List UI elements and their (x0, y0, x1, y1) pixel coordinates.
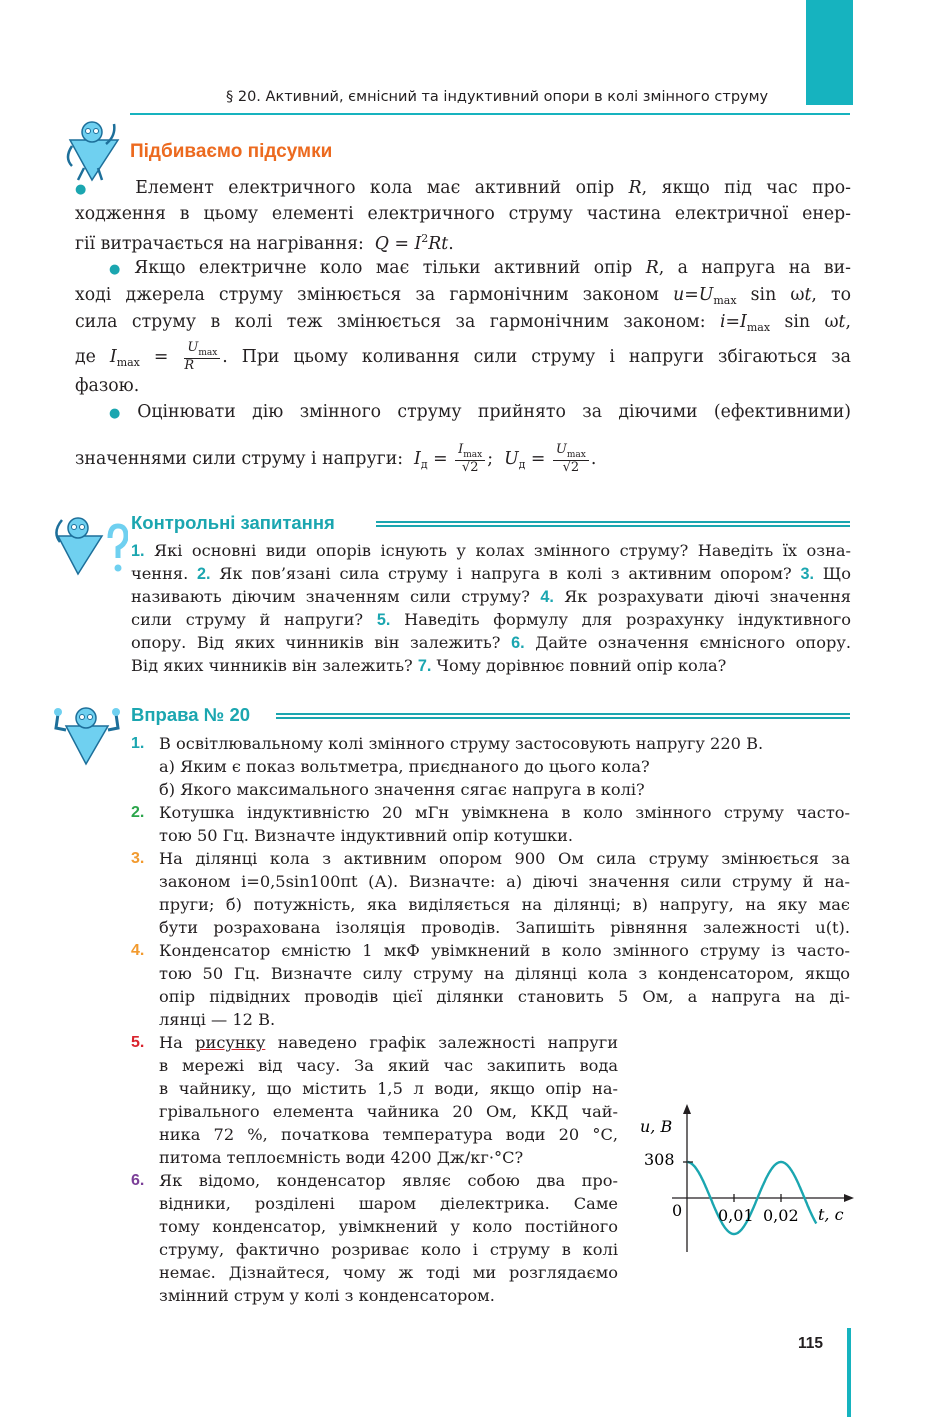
summary-line: ході джерела струму змінюється за гармонічним законом $u=U_{max}$ sin ωt, то (75, 285, 852, 307)
fraction: $\frac{U_{max}}{R}$ (184, 341, 220, 374)
summary-line: гії витрачається на нагрівання: $Q = I^2Rt$. (75, 232, 454, 254)
exercise-line: Як відомо, конденсатор являє собою два про- (159, 1171, 618, 1190)
summary-line: сила струму в колі теж змінюється за гармонічним законом: $i=I_{max}$ sin ωt, (75, 312, 851, 334)
page-number-bar (847, 1328, 851, 1417)
question-line: опору. Від яких чинників він залежить? 6. Дайте означення ємнісного опору. (131, 633, 851, 652)
exercise-line: змінний струм у колі з конденсатором. (159, 1286, 495, 1305)
x-tick-label: 0,01 (718, 1206, 754, 1225)
section-color-tab (806, 0, 853, 105)
summary-title: Підбиваємо підсумки (130, 141, 333, 162)
question-line: сили струму й напруги? 5. Наведіть формулу для розрахунку індуктивного (131, 610, 851, 629)
running-header: § 20. Активний, ємнісний та індуктивний опори в колі змінного струму (226, 89, 769, 105)
exercise-line: грівального елемента чайника 20 Ом, ККД чай- (159, 1102, 618, 1121)
fraction: $\frac{U_{max}}{√2}$ (553, 443, 589, 476)
questions-title: Контрольні запитання (131, 512, 335, 533)
bullet-icon: ● (75, 182, 96, 197)
y-axis-label: u, В (640, 1117, 673, 1136)
exercise-line: пруги; б) потужність, яка виділяється на ділянці; в) напругу, на яку має (159, 895, 850, 914)
summary-line: ● Якщо електричне коло має тільки активний опір R, а напруга на ви- (109, 258, 852, 278)
exercise-line: На рисунку наведено графік залежності напруги (159, 1033, 618, 1052)
x-tick-label: 0,02 (763, 1206, 799, 1225)
exercise-line: в мережі від часу. За який час закипить вода (159, 1056, 618, 1075)
exercise-number: 6. (131, 1172, 145, 1189)
exercise-line: На ділянці кола з активним опором 900 Ом сила струму змінюється за (159, 849, 850, 868)
exercise-line: законом i=0,5sin100πt (А). Визначте: а) діючі значення сили струму й на- (159, 872, 850, 891)
exercise-line: відники, розділені шаром діелектрика. Саме (159, 1194, 618, 1213)
origin-label: 0 (672, 1201, 683, 1220)
exercise-line: тою 50 Гц. Визначте силу струму на ділянці кола з конденсатором, якщо (159, 964, 850, 983)
mascot-thinking-icon (62, 118, 126, 184)
exercise-line: Конденсатор ємністю 1 мкФ увімкнений в коло змінного струму із часто- (159, 941, 850, 960)
exercise-line: тою 50 Гц. Визначте індуктивний опір котушки. (159, 826, 574, 845)
title-double-rule (276, 713, 850, 719)
exercise-line: немає. Дізнайтеся, чому ж тоді ми розглядаємо (159, 1263, 618, 1282)
exercise-line: тому конденсатор, увімкнений у коло постійного (159, 1217, 618, 1236)
exercise-number: 2. (131, 804, 145, 821)
exercise-number: 5. (131, 1034, 145, 1051)
exercise-line: опір підвідних проводів цієї ділянки становить 5 Ом, а напруга на ді- (159, 987, 850, 1006)
exercise-title: Вправа № 20 (131, 704, 251, 725)
summary-line: фазою. (75, 376, 140, 396)
voltage-graph (630, 1100, 860, 1260)
question-line: називають діючим значенням сили струму? 4. Як розрахувати діючі значення (131, 587, 851, 606)
summary-line: де $I_{max}$ = $\frac{U_{max}}{R}$ . При цьому коливання сили струму і напруги збігаються за (75, 340, 851, 374)
mascot-strong-icon (52, 706, 124, 768)
y-tick-label: 308 (644, 1150, 675, 1169)
question-line: чення. 2. Як пов’язані сила струму і напруга в колі з активним опором? 3. Що (131, 564, 851, 583)
x-axis-label: t, с (818, 1205, 844, 1224)
exercise-line: лянці — 12 В. (159, 1010, 276, 1029)
exercise-line: питома теплоємність води 4200 Дж/кг·°С? (159, 1148, 524, 1167)
exercise-line: Котушка індуктивністю 20 мГн увімкнена в коло змінного струму часто- (159, 803, 850, 822)
exercise-line: в чайнику, що містить 1,5 л води, якщо опір на- (159, 1079, 618, 1098)
summary-line: ходження в цьому елементі електричного струму частина електричної енер- (75, 204, 851, 224)
mascot-question-icon (52, 516, 128, 580)
exercise-number: 3. (131, 850, 145, 867)
figure-link[interactable]: рисунку (195, 1033, 266, 1052)
exercise-line: бути розрахована ізоляція проводів. Запишіть рівняння залежності u(t). (159, 918, 850, 937)
page-number: 115 (798, 1335, 824, 1352)
x-axis-arrow (844, 1194, 854, 1202)
exercise-line: ника 72 %, початкова температура води 20 °С, (159, 1125, 618, 1144)
question-line: Від яких чинників він залежить? 7. Чому дорівнює повний опір кола? (131, 656, 727, 675)
summary-line: ● Елемент електричного кола має активний опір R, якщо під час про- (75, 178, 851, 198)
exercise-number: 1. (131, 735, 145, 752)
fraction: $\frac{I_{max}}{√2}$ (455, 443, 485, 476)
y-axis-arrow (683, 1104, 691, 1114)
exercise-line: струму, фактично розриває коло і струму в колі (159, 1240, 618, 1259)
title-double-rule (376, 521, 850, 527)
summary-line: значеннями сили струму і напруги: $I_д$ = $\frac{I_{max}}{√2}$ ; $U_д$ = $\frac{U_{max}}{√2}$ . (75, 442, 597, 476)
exercise-line: а) Яким є показ вольтметра, приєднаного до цього кола? (159, 757, 650, 776)
question-line: 1. Які основні види опорів існують у колах змінного струму? Наведіть їх озна- (131, 541, 851, 560)
summary-line: ● Оцінювати дію змінного струму прийнято за діючими (ефективними) (109, 402, 851, 422)
exercise-line: б) Якого максимального значення сягає напруга в колі? (159, 780, 645, 799)
exercise-number: 4. (131, 942, 145, 959)
exercise-line: В освітлювальному колі змінного струму застосовують напругу 220 В. (159, 734, 764, 753)
header-rule (130, 113, 850, 115)
